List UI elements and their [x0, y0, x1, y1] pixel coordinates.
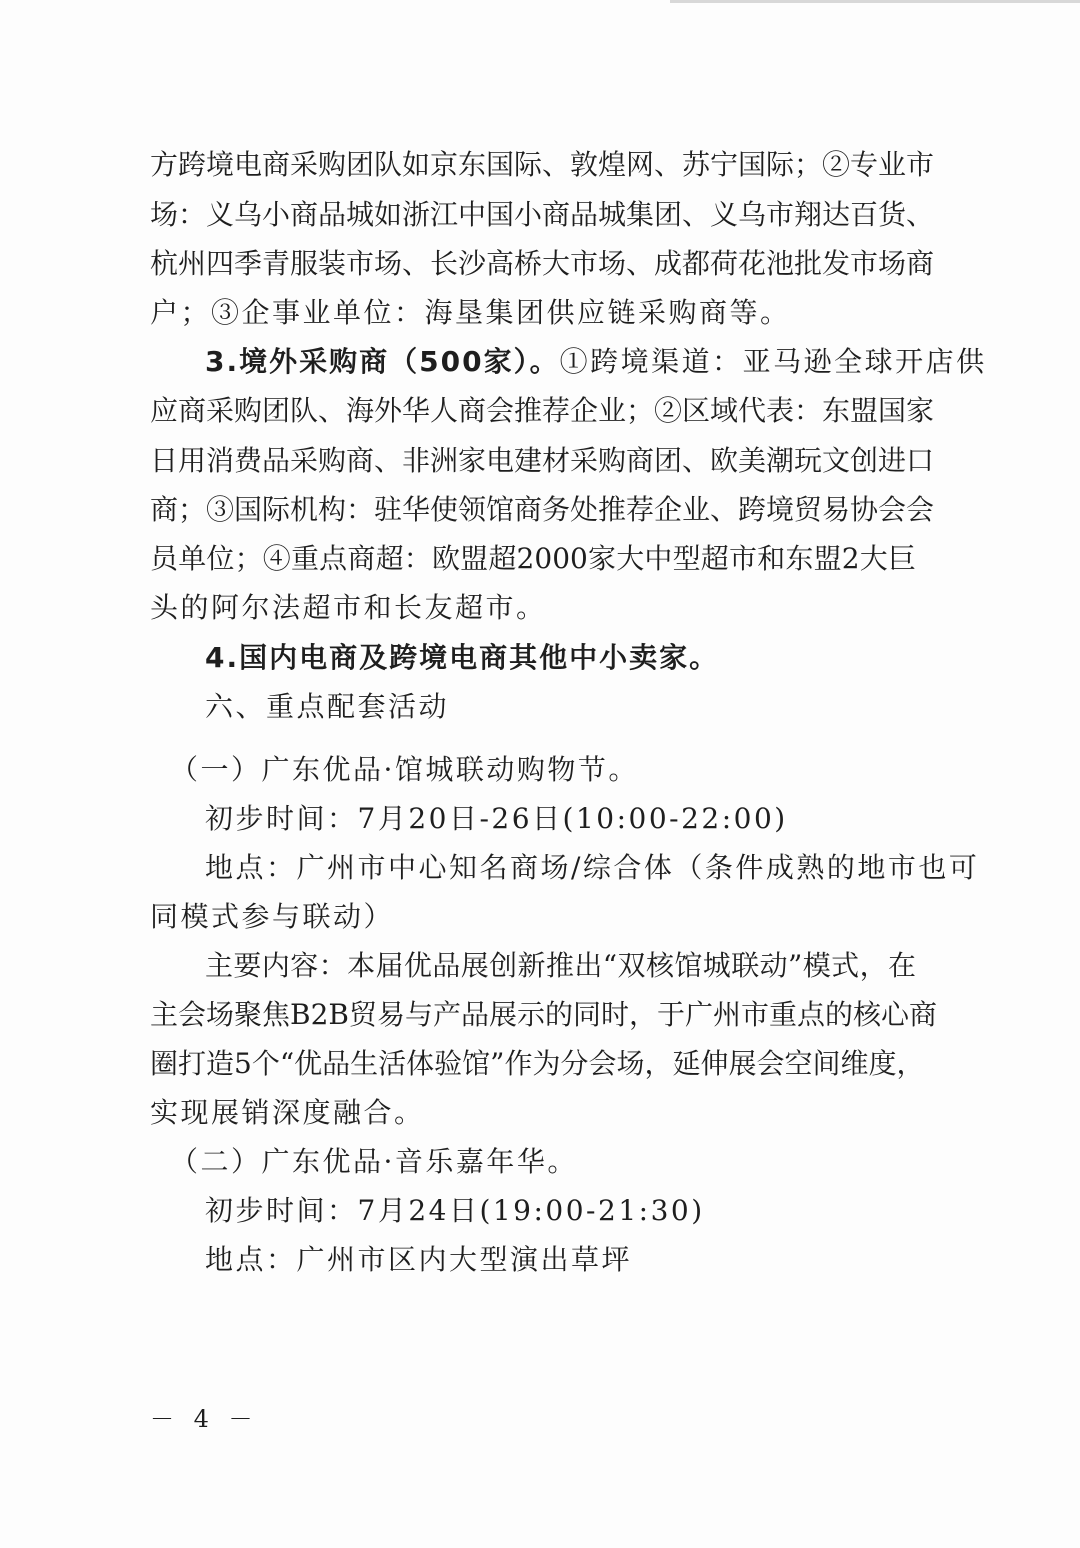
subsection-heading-music-carnival: （二）广东优品·音乐嘉年华。: [170, 1145, 578, 1178]
subsection-heading-shopping-festival: （一）广东优品·馆城联动购物节。: [170, 753, 639, 786]
section-heading-domestic-sellers: 4.国内电商及跨境电商其他中小卖家。: [205, 641, 720, 674]
text-line: 商；③国际机构：驻华使领馆商务处推荐企业、跨境贸易协会会: [150, 493, 935, 526]
text-line: 地点：广州市区内大型演出草坪: [205, 1243, 633, 1276]
text-line: 方跨境电商采购团队如京东国际、敦煌网、苏宁国际；②专业市: [150, 148, 935, 181]
text-line: 日用消费品采购商、非洲家电建材采购商团、欧美潮玩文创进口: [150, 444, 935, 477]
text-line: 同模式参与联动）: [150, 900, 395, 933]
text-line: 圈打造5个“优品生活体验馆”作为分会场，延伸展会空间维度，: [150, 1047, 925, 1080]
text-line: [205, 344, 987, 380]
text-line: 初步时间：7月20日-26日(10:00-22:00): [205, 802, 788, 835]
text-line: 初步时间：7月24日(19:00-21:30): [205, 1194, 705, 1227]
text-line: 主会场聚焦B2B贸易与产品展示的同时，于广州市重点的核心商: [150, 998, 937, 1031]
text-line: 户；③企事业单位：海垦集团供应链采购商等。: [150, 296, 791, 329]
text-line: 实现展销深度融合。: [150, 1096, 425, 1129]
text-line: 主要内容：本届优品展创新推出“双核馆城联动”模式，在: [205, 949, 916, 982]
section-heading-activities: 六、重点配套活动: [205, 690, 450, 723]
section-heading-overseas-buyers: 3.境外采购商（500家）。: [205, 345, 560, 378]
text-line: 员单位；④重点商超：欧盟超2000家大中型超市和东盟2大巨: [150, 542, 916, 575]
text-span: ①跨境渠道：亚马逊全球开店供: [559, 345, 987, 378]
scan-edge-divider: [670, 0, 1080, 3]
text-line: 头的阿尔法超市和长友超市。: [150, 591, 547, 624]
text-line: 场：义乌小商品城如浙江中国小商品城集团、义乌市翔达百货、: [150, 198, 935, 231]
text-line: 地点：广州市中心知名商场/综合体（条件成熟的地市也可: [205, 851, 980, 884]
text-line: 应商采购团队、海外华人商会推荐企业；②区域代表：东盟国家: [150, 394, 935, 427]
text-line: 杭州四季青服装市场、长沙高桥大市场、成都荷花池批发市场商: [150, 247, 935, 280]
page-number: － 4 －: [150, 1405, 259, 1433]
